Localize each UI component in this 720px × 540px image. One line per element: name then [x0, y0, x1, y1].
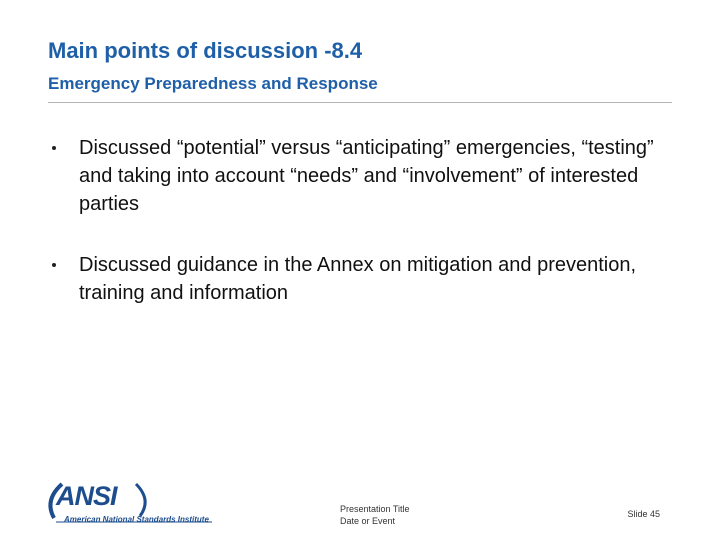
ansi-logo [40, 478, 215, 528]
presentation-title: Presentation Title [340, 504, 410, 514]
bullet-icon [52, 263, 56, 267]
slide-number: Slide 45 [627, 509, 660, 519]
bullet-text: Discussed “potential” versus “anticipating” emergencies, “testing” and taking into account “needs” and “involvement” of interested parties [79, 137, 654, 215]
bullet-item [52, 134, 672, 218]
bullet-list [52, 134, 672, 340]
page-subtitle: Emergency Preparedness and Response [48, 74, 378, 93]
logo-tagline: American National Standards Institute [64, 515, 209, 524]
logo-wordmark: ANSI [56, 481, 117, 511]
title-divider [48, 102, 672, 103]
page-title: Main points of discussion -8.4 [48, 38, 363, 63]
bullet-icon [52, 146, 56, 150]
bullet-text: Discussed guidance in the Annex on mitigation and prevention, training and information [79, 254, 637, 304]
footer-info [340, 503, 460, 527]
date-event: Date or Event [340, 516, 396, 526]
bullet-item [52, 251, 672, 307]
